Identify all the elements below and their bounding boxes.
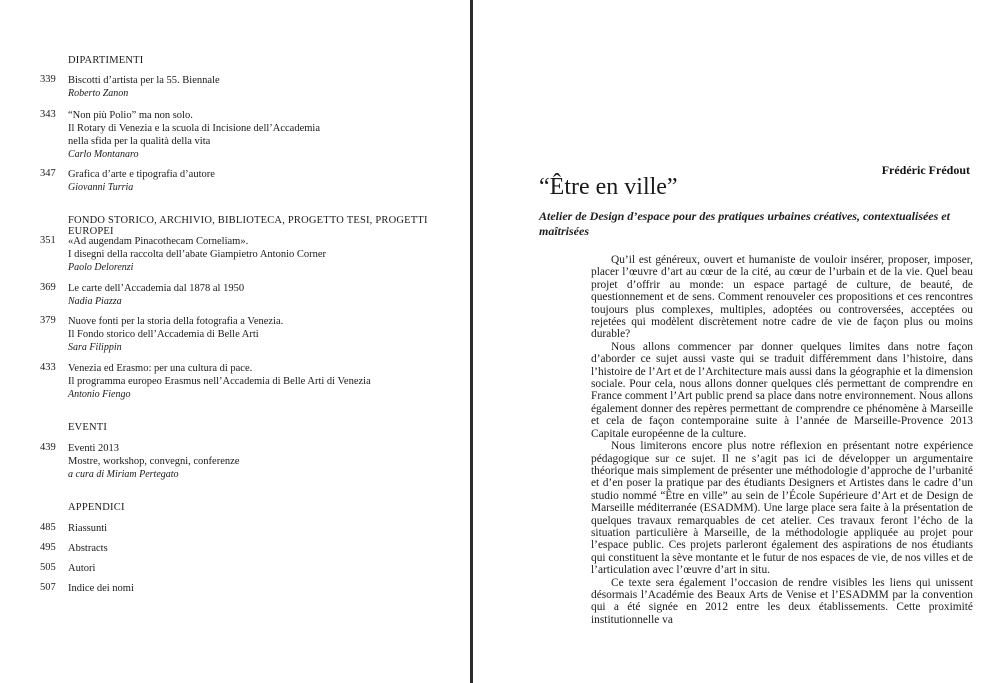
toc-entry-title: Nuove fonti per la storia della fotografia a Venezia. bbox=[68, 316, 284, 327]
toc-entry[interactable] bbox=[40, 315, 460, 354]
toc-entry[interactable] bbox=[40, 168, 460, 194]
toc-entry[interactable] bbox=[40, 542, 460, 555]
right-page-article bbox=[473, 0, 1000, 683]
toc-page-number: 347 bbox=[40, 168, 56, 179]
toc-entry[interactable] bbox=[40, 282, 460, 308]
toc-page-number: 439 bbox=[40, 442, 56, 453]
toc-entry-title: Biscotti d’artista per la 55. Biennale bbox=[68, 75, 220, 86]
toc-section-heading: APPENDICI bbox=[68, 502, 125, 513]
toc-entry-author: Giovanni Turria bbox=[68, 182, 134, 193]
toc-entry-author: Sara Filippin bbox=[68, 342, 122, 353]
toc-entry[interactable] bbox=[40, 582, 460, 595]
article-title: “Être en ville” bbox=[539, 174, 678, 200]
toc-entry-title: Riassunti bbox=[68, 523, 108, 534]
toc-entry[interactable] bbox=[40, 235, 460, 274]
toc-page-number: 379 bbox=[40, 315, 56, 326]
toc-entry-title: Il Fondo storico dell’Accademia di Belle Arti bbox=[68, 329, 259, 340]
toc-page-number: 505 bbox=[40, 562, 56, 573]
article-subtitle: Atelier de Design d’espace pour des pratiques urbaines créatives, contextualisées et maîtrisées bbox=[539, 209, 950, 238]
toc-entry-title: “Non più Polio” ma non solo. bbox=[68, 110, 193, 121]
toc-entry[interactable] bbox=[40, 109, 460, 161]
toc-entry-author: Carlo Montanaro bbox=[68, 149, 139, 160]
toc-page-number: 495 bbox=[40, 542, 56, 553]
toc-entry-title: nella sfida per la qualità della vita bbox=[68, 136, 211, 147]
toc-entry-title: Indice dei nomi bbox=[68, 583, 134, 594]
toc-entry-author: Paolo Delorenzi bbox=[68, 262, 134, 273]
toc-entry-author: Roberto Zanon bbox=[68, 88, 129, 99]
toc-section-heading: DIPARTIMENTI bbox=[68, 55, 144, 66]
toc-entry[interactable] bbox=[40, 442, 460, 481]
toc-page-number: 351 bbox=[40, 235, 56, 246]
toc-entry-title: Autori bbox=[68, 563, 96, 574]
toc-entry-title: Il programma europeo Erasmus nell’Accademia di Belle Arti di Venezia bbox=[68, 376, 371, 387]
toc-entry-title: Il Rotary di Venezia e la scuola di Incisione dell’Accademia bbox=[68, 123, 320, 134]
article-paragraph: Nous limiterons encore plus notre réflexion en présentant notre expérience pédagogique sur ce sujet. Il ne s’agit pas ici de développer un argumentaire théorique mais simplement de présenter une méthodologie d’approche de l’urbanité et d’en poser la pratique par des étudiants Designers et Artistes dans le cadre d’un studio nommé “Être en ville” au sein de l’École Supérieure d’Art et de Design de Marseille méditerranée (ESADMM). Une large place sera faite à la présentation de quelques travaux remarquables de cet atelier. Ces travaux feront l’écho de la situation particulière à Marseille, de la méthodologie appliquée au projet pour l’espace public. Ces projets parleront également des aspirations de nos étudiants qui constituent la sève montante et le futur de nos espaces de vie, de nos villes et de l’articulation avec l’œuvre d’art in situ. bbox=[591, 440, 973, 577]
toc-entry-title: «Ad augendam Pinacothecam Corneliam». bbox=[68, 236, 249, 247]
article-paragraph: Qu’il est généreux, ouvert et humaniste de vouloir insérer, proposer, imposer, placer l’œuvre d’art au cœur de la cité, au cœur de l’urbain et de la vie. Quel beau projet d’offrir au monde: un espace partagé de culture, de beauté, de questionnement et de sens. Comment renouveler ces propositions et ces rencontres toujours plus complexes, multiples, adoptées ou controversées, acceptées ou rejetées qui modèlent discrètement notre cadre de vie de façon plus ou moins durable? bbox=[591, 254, 973, 341]
toc-page-number: 343 bbox=[40, 109, 56, 120]
toc-section-heading: EVENTI bbox=[68, 422, 108, 433]
toc-entry[interactable] bbox=[40, 362, 460, 401]
toc-entry-title: Abstracts bbox=[68, 543, 108, 554]
toc-entry-title: Grafica d’arte e tipografia d’autore bbox=[68, 169, 215, 180]
toc-entry-author: Nadia Piazza bbox=[68, 296, 122, 307]
toc-entry[interactable] bbox=[40, 562, 460, 575]
toc-page-number: 507 bbox=[40, 582, 56, 593]
toc-entry-title: Eventi 2013 bbox=[68, 443, 120, 454]
article-paragraph: Ce texte sera également l’occasion de rendre visibles les liens qui unissent désormais l’Académie des Beaux Arts de Venise et l’ESADMM par la convention qui a été signée en 2012 entre les deux établissements. Cette proximité institutionnelle va bbox=[591, 576, 973, 626]
toc-entry-title: Mostre, workshop, convegni, conferenze bbox=[68, 456, 240, 467]
toc-page-number: 339 bbox=[40, 74, 56, 85]
toc-section-heading: FONDO STORICO, ARCHIVIO, BIBLIOTECA, PROGETTO TESI, PROGETTI EUROPEI bbox=[68, 215, 428, 237]
toc-page-number: 485 bbox=[40, 522, 56, 533]
toc-entry-author: Antonio Fiengo bbox=[68, 389, 131, 400]
toc-entry-title: Venezia ed Erasmo: per una cultura di pace. bbox=[68, 363, 253, 374]
toc-page-number: 369 bbox=[40, 282, 56, 293]
article-body bbox=[591, 254, 973, 626]
article-paragraph: Nous allons commencer par donner quelques limites dans notre façon d’aborder ce sujet aussi vaste qui se traduit différemment dans l’histoire, dans l’histoire de l’Art et de l’Architecture mais aussi dans la géographie et la dimension sociale. Pour cela, nous allons donner quelques clés permettant de comprendre en France comment l’Art public prend sa place dans notre environnement. Nous allons également donner des repères permettant de comprendre ce phénomène à Marseille et cela de façon contemporaine suite à l’année de Marseille-Provence 2013 Capitale européenne de la culture. bbox=[591, 340, 973, 440]
toc-page-number: 433 bbox=[40, 362, 56, 373]
toc-entry[interactable] bbox=[40, 522, 460, 535]
toc-entry[interactable] bbox=[40, 74, 460, 100]
left-page-toc bbox=[0, 0, 470, 683]
toc-entry-author: a cura di Miriam Pertegato bbox=[68, 469, 179, 480]
article-author: Frédéric Frédout bbox=[881, 163, 970, 177]
toc-entry-title: I disegni della raccolta dell’abate Giampietro Antonio Corner bbox=[68, 249, 327, 260]
toc-entry-title: Le carte dell’Accademia dal 1878 al 1950 bbox=[68, 283, 245, 294]
